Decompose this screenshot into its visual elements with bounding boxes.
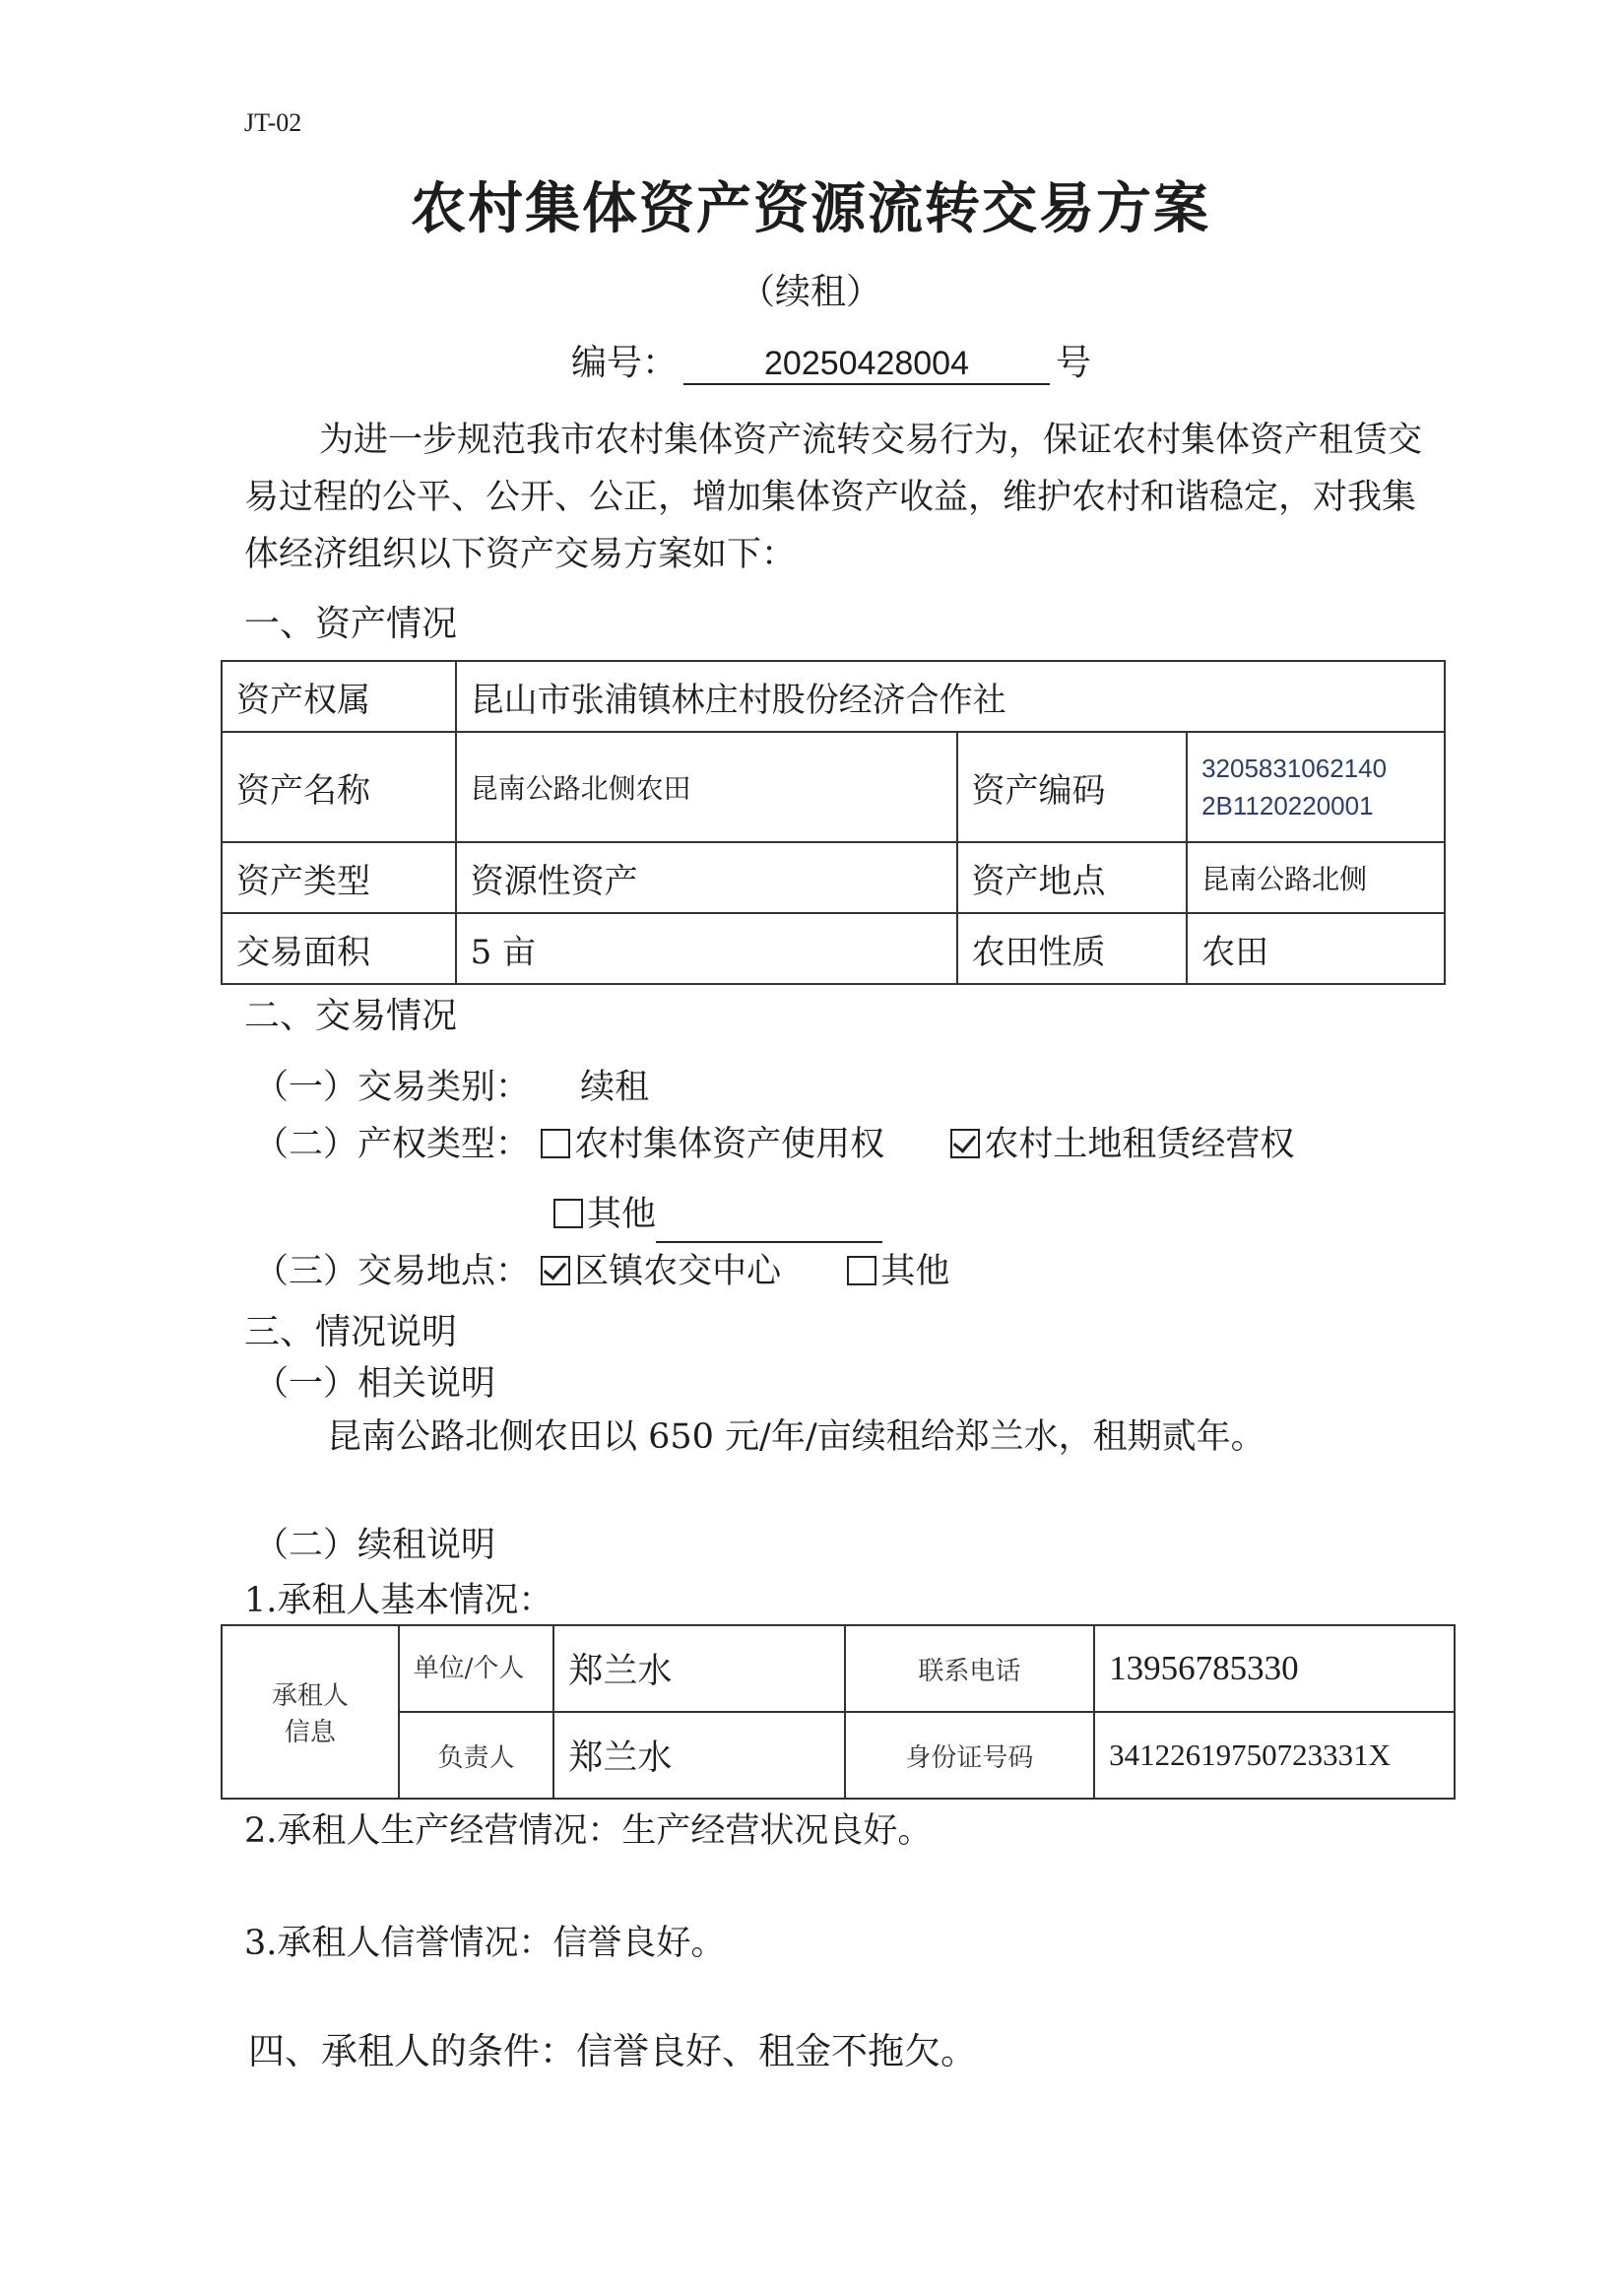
- table-row: [222, 1625, 1455, 1712]
- owner-label: 资产权属: [222, 661, 456, 732]
- section-2-heading: 二、交易情况: [244, 996, 458, 1036]
- table-row: [222, 913, 1445, 984]
- document-title: 农村集体资产资源流转交易方案: [411, 177, 1210, 241]
- asset-code-value: [1187, 732, 1445, 842]
- responsible-person-value: 郑兰水: [553, 1712, 844, 1799]
- land-lease-right-label: 农村土地租赁经营权: [984, 1125, 1295, 1164]
- asset-name-value: 昆南公路北侧农田: [456, 732, 957, 842]
- table-row: [222, 1712, 1455, 1799]
- property-rights-other-row: [553, 1186, 882, 1243]
- transaction-category-value: 续租: [580, 1068, 650, 1107]
- document-code: JT-02: [244, 108, 302, 137]
- checkbox-rights-other[interactable]: [553, 1199, 583, 1228]
- area-value: 5 亩: [456, 913, 957, 984]
- table-row: [222, 732, 1445, 842]
- lessee-group-label: [222, 1625, 399, 1799]
- serial-number-label: 编号：: [571, 343, 679, 383]
- farmland-nature-value: 农田: [1187, 913, 1445, 984]
- asset-location-value: 昆南公路北侧: [1187, 842, 1445, 913]
- property-rights-label: （二）产权类型：: [254, 1125, 531, 1164]
- lessee-group-label-line-2: 信息: [284, 1718, 336, 1747]
- asset-name-label: 资产名称: [222, 732, 456, 842]
- document-subtitle: （续租）: [739, 272, 881, 312]
- checkbox-collective-use-right[interactable]: [541, 1129, 570, 1158]
- asset-type-label: 资产类型: [222, 842, 456, 913]
- transaction-category-row: [254, 1059, 649, 1116]
- checkbox-town-center[interactable]: [541, 1256, 570, 1285]
- unit-person-label: 单位/个人: [399, 1625, 554, 1712]
- checkbox-land-lease-right[interactable]: [950, 1129, 980, 1158]
- intro-paragraph: 为进一步规范我市农村集体资产流转交易行为，保证农村集体资产租赁交易过程的公平、公开、公正，增加集体资产收益，维护农村和谐稳定，对我集体经济组织以下资产交易方案如下：: [244, 421, 1423, 574]
- section-3-heading: 三、情况说明: [244, 1312, 458, 1352]
- asset-type-value: 资源性资产: [456, 842, 957, 913]
- phone-label: 联系电话: [845, 1625, 1094, 1712]
- rights-other-label: 其他: [587, 1195, 657, 1234]
- farmland-nature-label: 农田性质: [957, 913, 1188, 984]
- section-3-sub-2: （二）续租说明: [254, 1526, 496, 1565]
- owner-value: 昆山市张浦镇林庄村股份经济合作社: [456, 661, 1445, 732]
- lessee-group-label-line-1: 承租人: [271, 1681, 349, 1711]
- asset-table: [221, 660, 1446, 985]
- lessee-table: [221, 1624, 1456, 1800]
- asset-code-label: 资产编码: [957, 732, 1188, 842]
- checkbox-place-other[interactable]: [847, 1256, 876, 1285]
- section-4-lessee-conditions: 四、承租人的条件：信誉良好、租金不拖欠。: [248, 2030, 977, 2072]
- transaction-category-label: （一）交易类别：: [254, 1068, 531, 1107]
- lessee-credit-status: 3.承租人信誉情况：信誉良好。: [244, 1924, 726, 1963]
- town-center-label: 区镇农交中心: [574, 1252, 782, 1291]
- lessee-operation-status: 2.承租人生产经营情况：生产经营状况良好。: [244, 1811, 933, 1851]
- rights-other-blank[interactable]: [656, 1212, 882, 1243]
- transaction-place-label: （三）交易地点：: [254, 1252, 531, 1291]
- section-1-heading: 一、资产情况: [244, 604, 458, 644]
- table-row: [222, 842, 1445, 913]
- property-rights-row: [254, 1116, 1294, 1173]
- section-3-sub-1: （一）相关说明: [254, 1364, 496, 1404]
- id-number-label: 身份证号码: [845, 1712, 1094, 1799]
- serial-number-row: [571, 335, 1091, 385]
- lessee-info-heading: 1.承租人基本情况：: [244, 1581, 553, 1620]
- asset-code-line-1: 3205831062140: [1201, 754, 1388, 783]
- transaction-place-row: [254, 1243, 949, 1300]
- responsible-person-label: 负责人: [399, 1712, 554, 1799]
- collective-use-right-label: 农村集体资产使用权: [574, 1125, 885, 1164]
- asset-location-label: 资产地点: [957, 842, 1188, 913]
- id-number-value: 34122619750723331X: [1094, 1712, 1455, 1799]
- asset-code-line-2: 2B1120220001: [1201, 791, 1374, 820]
- table-row: [222, 661, 1445, 732]
- serial-number-suffix: 号: [1056, 343, 1092, 383]
- phone-value: 13956785330: [1094, 1625, 1455, 1712]
- serial-number-value: 20250428004: [683, 345, 1050, 385]
- section-3-description: 昆南公路北侧农田以 650 元/年/亩续租给郑兰水，租期贰年。: [327, 1417, 1265, 1457]
- unit-person-value: 郑兰水: [553, 1625, 844, 1712]
- area-label: 交易面积: [222, 913, 456, 984]
- place-other-label: 其他: [880, 1252, 950, 1291]
